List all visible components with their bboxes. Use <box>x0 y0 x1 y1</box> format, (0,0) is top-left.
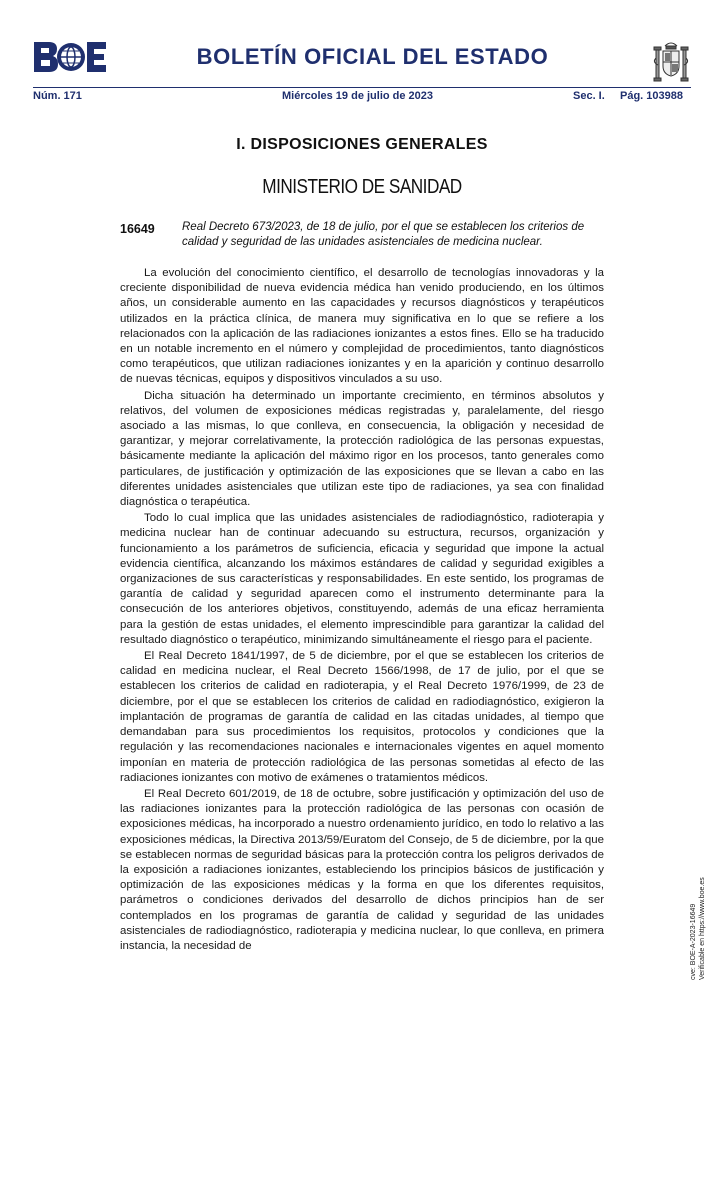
page-number: Pág. 103988 <box>620 90 683 102</box>
section-heading: I. DISPOSICIONES GENERALES <box>236 136 488 153</box>
cve-code: cve: BOE-A-2023-16649 <box>690 903 697 980</box>
coat-of-arms-icon <box>652 38 690 84</box>
document-body <box>120 266 604 955</box>
body-paragraph: La evolución del conocimiento científico, el desarrollo de tecnologías innovadoras y la creciente disponibilidad de nueva evidencia médica han venido produciendo, en los últimos años, un considerable aumento en las capacidades y recursos diagnósticos y terapéuticos utilizados en la práctica clínica, de manera muy significativa en lo que se refiere a los relacionados con la aplicación de las radiaciones ionizantes a estos fines. Ello se ha traducido en un notable incremento en el número y complejidad de procedimientos, tanto diagnósticos como terapéuticos, que utilizan radiaciones ionizantes y en la aparición y continuo desarrollo de nuevas técnicas, equipos y dispositivos vinculados a su uso. <box>120 267 604 386</box>
ministry-heading: MINISTERIO DE SANIDAD <box>262 176 462 198</box>
disposition-title: Real Decreto 673/2023, de 18 de julio, por el que se establecen los criterios de calidad y seguridad de las unidades asistenciales de medicina nuclear. <box>182 221 585 248</box>
boe-logo <box>33 41 107 73</box>
gazette-title: BOLETÍN OFICIAL DEL ESTADO <box>196 44 549 69</box>
section-label: Sec. I. <box>573 90 605 102</box>
issue-number: Núm. 171 <box>33 90 82 102</box>
verification-url[interactable]: Verificable en https://www.boe.es <box>699 877 706 980</box>
body-paragraph: El Real Decreto 601/2019, de 18 de octubre, sobre justificación y optimización del uso de las radiaciones ionizantes para la protección radiológica de las personas con ocasión de exposiciones médicas, ha incorporado a nuestro ordenamiento jurídico, en todo lo relativo a las exposiciones médicas, la Directiva 2013/59/Euratom del Consejo, de 5 de diciembre, por la que se establecen normas de seguridad básicas para la protección contra los peligros derivados de la exposición a radiaciones ionizantes, estableciendo los principios básicos de justificación y optimización de las exposiciones médicas y la forma en que los diferentes requisitos, parámetros o condiciones derivados del desarrollo de dichos principios han de ser contemplados en los programas de garantía de calidad y seguridad de las unidades asistenciales de radiodiagnóstico, radioterapia y medicina nuclear, lo que conlleva, en primera instancia, la necesidad de <box>120 787 604 952</box>
verification-stamp <box>689 877 706 1180</box>
disposition-number: 16649 <box>120 222 155 236</box>
body-paragraph: Dicha situación ha determinado un importante crecimiento, en términos absolutos y relativos, del volumen de exposiciones médicas registradas y, paralelamente, del riesgo asociado a las mismas, lo que conlleva, en consecuencia, la obligación y necesidad de garantizar, y mejorar correlativamente, la protección radiológica de las personas expuestas, básicamente mediante la aplicación del máximo rigor en los procesos, tanto generales como particulares, de justificación y optimización de las exposiciones que se llevan a cabo en las diferentes unidades asistenciales que utilizan este tipo de radiaciones, ya sea con finalidad diagnóstica o terapéutica. <box>120 389 604 509</box>
issue-date: Miércoles 19 de julio de 2023 <box>282 90 434 102</box>
body-paragraph: El Real Decreto 1841/1997, de 5 de diciembre, por el que se establecen los criterios de calidad en medicina nuclear, el Real Decreto 1566/1998, de 17 de julio, por el que se establecen los criterios de calidad en radioterapia, y el Real Decreto 1976/1999, de 23 de diciembre, por el que se establecen los criterios de calidad en radiodiagnóstico, exigieron la implantación de programas de garantía de calidad en las citadas unidades, al tiempo que demandaban para sus procedimientos los requisitos, protocolos y condiciones que la regulación y las recomendaciones nacionales e internacionales vigentes en aquel momento imponían en materia de protección radiológica de las personas sometidas al efecto de las radiaciones ionizantes con motivo de exámenes o tratamientos médicos. <box>120 650 604 784</box>
header-divider <box>33 87 691 88</box>
body-paragraph: Todo lo cual implica que las unidades asistenciales de radiodiagnóstico, radioterapia y medicina nuclear han de continuar adecuando su estructura, recursos, organización y funcionamiento a los parámetros de suficiencia, eficacia y seguridad que impone la actual evidencia científica, alcanzando los máximos estándares de calidad y seguridad exigibles a organizaciones de sus características y responsabilidades. En este sentido, los programas de garantía de calidad y seguridad aparecen como el instrumento determinante para la consecución de los anteriores objetivos, constituyendo, además de una eficaz herramienta para la gestión de estas unidades, el elemento imprescindible para garantizar la calidad del resultado diagnóstico o terapéutico, minimizando simultáneamente el riesgo para el paciente. <box>120 512 604 646</box>
